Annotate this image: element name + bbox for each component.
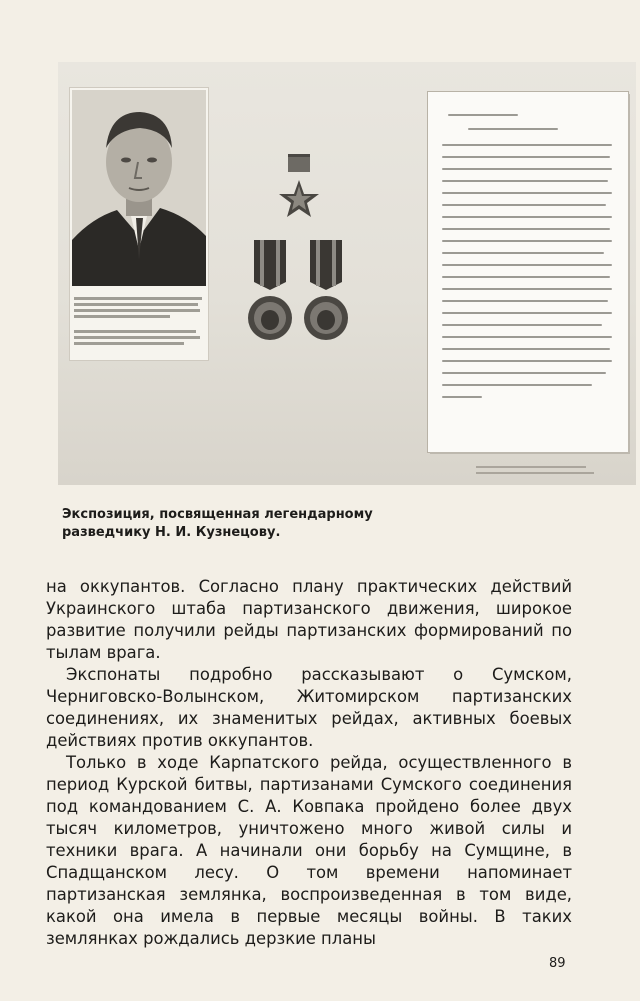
page-number: 89	[549, 956, 566, 971]
portrait-illustration	[72, 90, 206, 286]
paragraph-3: Только в ходе Карпатского рейда, осуществленного в период Курской битвы, партизанами Сумского соединения под командованием С. А. Ковпака пройдено более двух тысяч километров, уничтожено много живой силы и техники врага. А начинали они борьбу на Сумщине, в Спадщанском лесу. О том времени напоминает партизанская землянка, воспроизведенная в том виде, какой она имела в первые месяцы войны. В таких землянках рождались дерзкие планы	[46, 753, 572, 948]
portrait-caption-lines	[74, 294, 204, 348]
figure-caption	[62, 506, 582, 542]
medals-display	[248, 150, 348, 360]
portrait-card	[70, 88, 208, 360]
body-text	[46, 576, 572, 950]
gold-star-medal	[279, 154, 319, 217]
portrait-photo	[72, 90, 206, 286]
order-of-lenin-medal-right	[304, 240, 348, 340]
order-of-lenin-medal-left	[248, 240, 292, 340]
caption-line-2: разведчику Н. И. Кузнецову.	[62, 525, 281, 540]
handwritten-letter	[428, 92, 628, 452]
caption-line-1: Экспозиция, посвященная легендарному	[62, 507, 373, 522]
letter-plaque	[476, 462, 596, 482]
paragraph-1: на оккупантов. Согласно плану практических действий Украинского штаба партизанского движения, широкое развитие получили рейды партизанских формирований по тылам врага.	[46, 577, 572, 662]
exhibition-photo	[58, 62, 636, 485]
paragraph-2: Экспонаты подробно рассказывают о Сумском, Черниговско-Волынском, Житомирском партизанских соединениях, их знаменитых рейдах, активных боевых действиях против оккупантов.	[46, 665, 572, 750]
